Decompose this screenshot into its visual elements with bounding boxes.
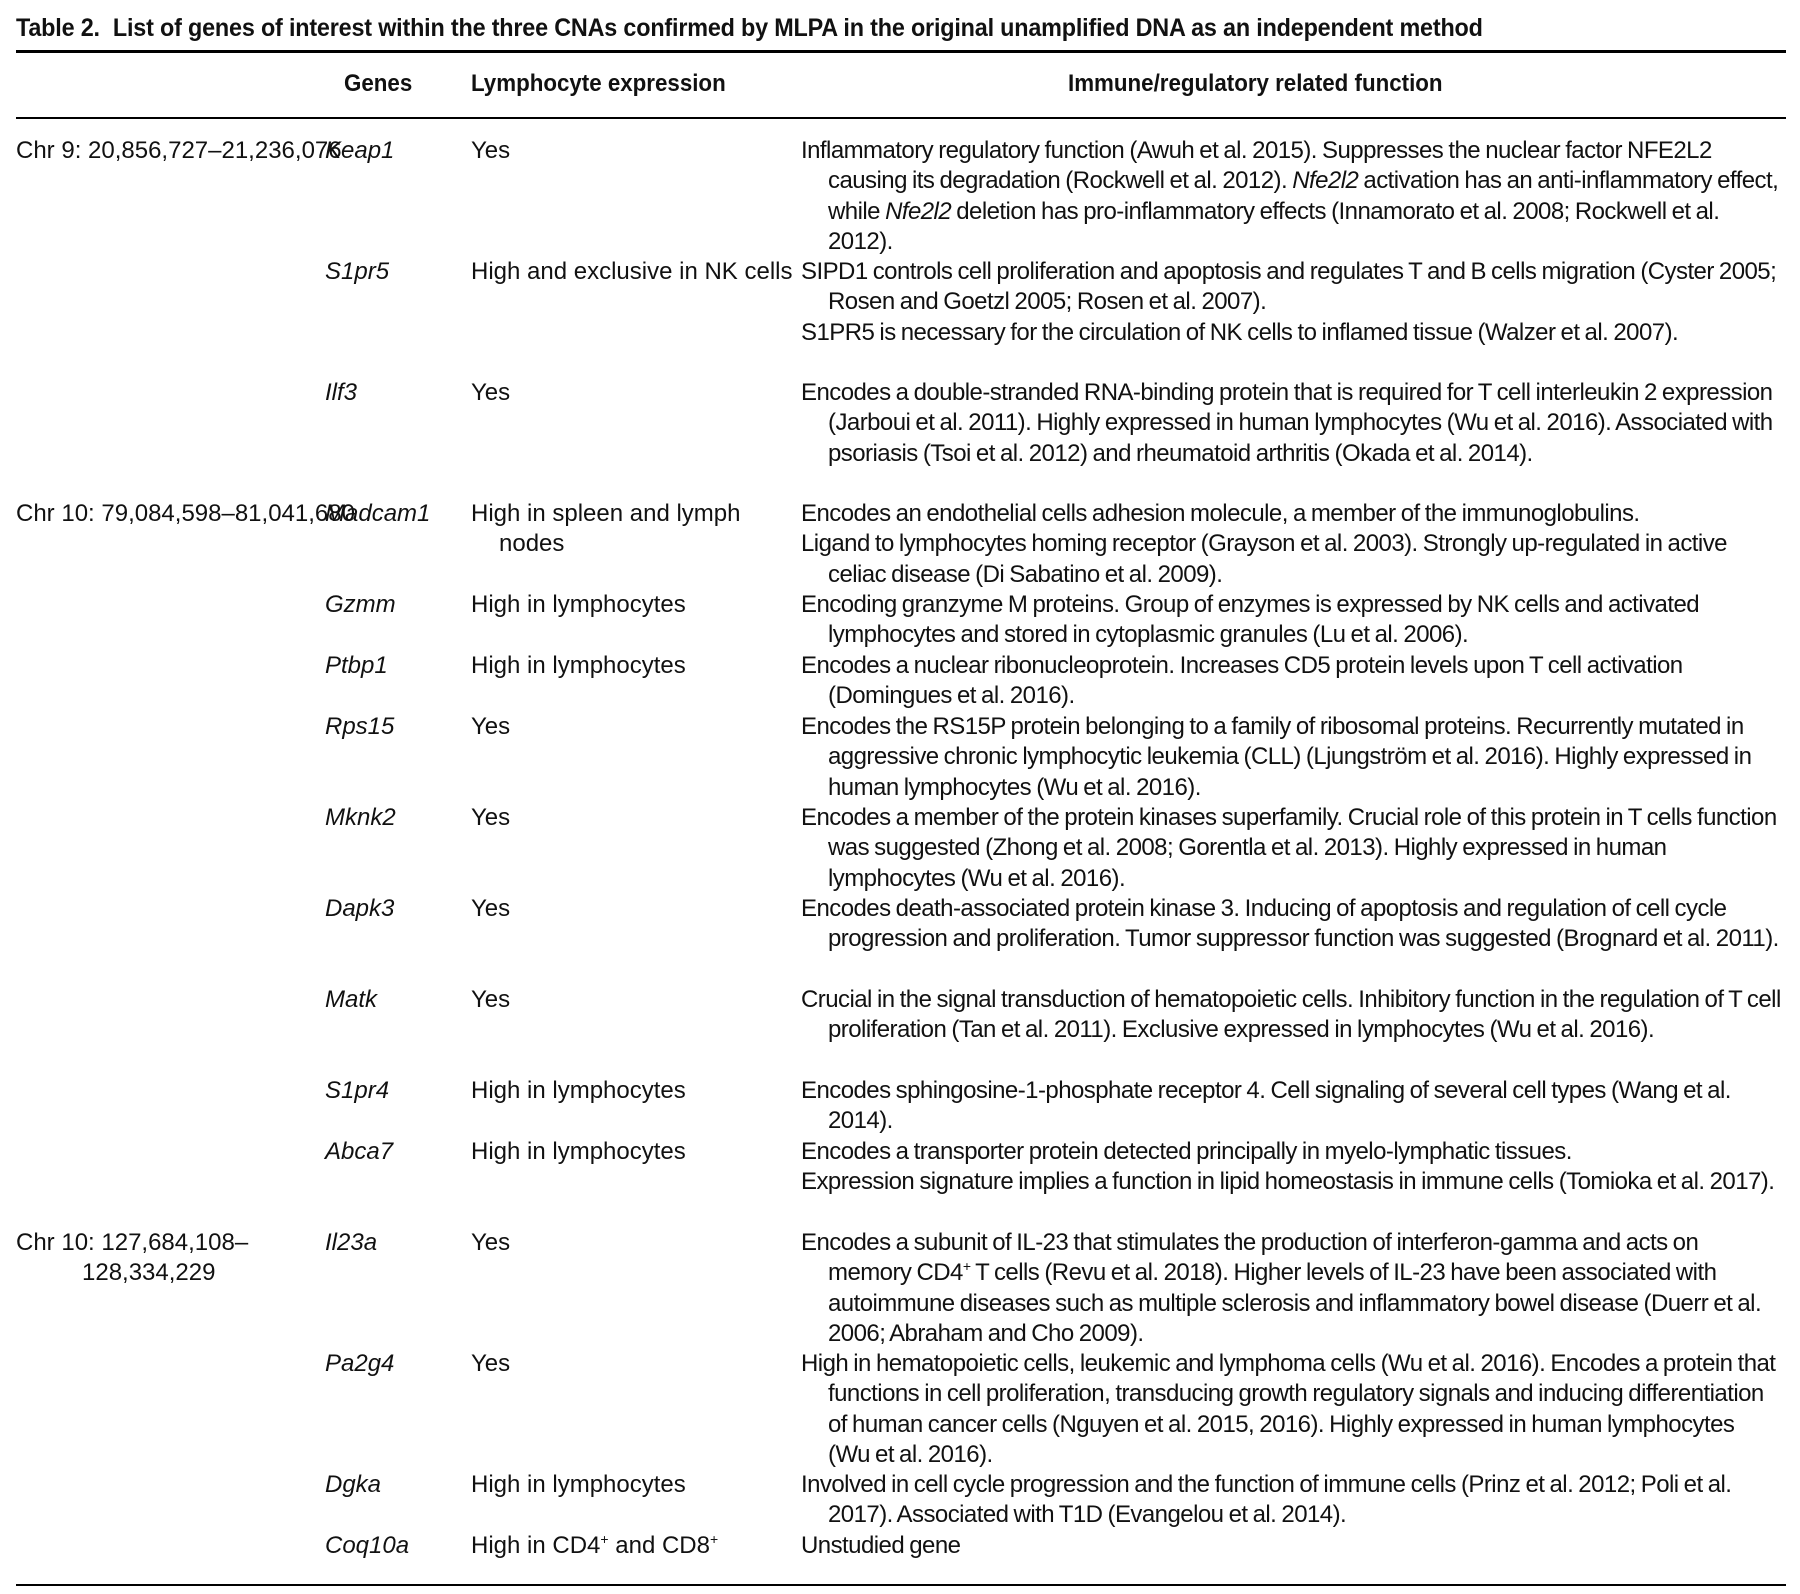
table-title: List of genes of interest within the three CNAs confirmed by MLPA in the original unamplified DNA as an independent method <box>112 14 1483 42</box>
cell-lymphocyte-expression: Yes <box>471 379 511 406</box>
cell-lymphocyte-expression: High in lymphocytes <box>471 652 686 679</box>
cell-function <box>801 651 1781 712</box>
cell-lymphocyte-expression: High in lymphocytes <box>471 1471 686 1498</box>
header-lymphocyte-expression: Lymphocyte expression <box>471 70 726 97</box>
header-function: Immune/regulatory related function <box>1068 70 1443 97</box>
cell-gene: S1pr5 <box>325 258 390 285</box>
function-paragraph: Encodes a transporter protein detected principally in myelo-lymphatic tissues. <box>801 1138 1572 1165</box>
cell-gene: Matk <box>325 986 378 1013</box>
function-paragraph: Unstudied gene <box>801 1532 961 1559</box>
cell-lymphocyte-expression: Yes <box>471 713 511 740</box>
cell-lymphocyte-expression: High in lymphocytes <box>471 591 686 618</box>
top-rule <box>16 50 1786 53</box>
cell-function <box>801 1531 1781 1561</box>
function-paragraph: Encodes an endothelial cells adhesion molecule, a member of the immunoglobulins. <box>801 500 1640 527</box>
cell-gene: Ilf3 <box>325 379 358 406</box>
cell-function <box>801 257 1781 348</box>
cell-lymphocyte-expression: High and exclusive in NK cells <box>471 258 793 285</box>
cell-gene: S1pr4 <box>325 1077 390 1104</box>
cell-region: Chr 10: 127,684,108–128,334,229 <box>16 1229 249 1287</box>
function-paragraph: Encodes a subunit of IL-23 that stimulates the production of interferon-gamma and acts on memory CD4+ T cells (Revu et al. 2018). Higher levels of IL-23 have been associated with autoimmune diseases such as multiple sclerosis and inflammatory bowel disease (Duerr et al. 2006; Abraham and Cho 2009). <box>801 1229 1762 1347</box>
cell-gene: Ptbp1 <box>325 652 388 679</box>
cell-lymphocyte-expression: High in lymphocytes <box>471 1077 686 1104</box>
function-paragraph: Encodes a double-stranded RNA-binding protein that is required for T cell interleukin 2 expression (Jarboui et al. 2011). Highly expressed in human lymphocytes (Wu et al. 2016). Associated with psoriasis (Tsoi et al. 2012) and rheumatoid arthritis (Okada et al. 2014). <box>801 379 1773 467</box>
cell-function <box>801 378 1781 469</box>
cell-function <box>801 985 1781 1046</box>
function-paragraph: Inflammatory regulatory function (Awuh et al. 2015). Suppresses the nuclear factor NFE2L2 causing its degradation (Rockwell et al. 2012). Nfe2l2 activation has an anti-inflammatory effect, while Nfe2l2 deletion has pro-inflammatory effects (Innamorato et al. 2008; Rockwell et al. 2012). <box>801 137 1779 255</box>
cell-function <box>801 1470 1781 1531</box>
function-paragraph: Expression signature implies a function in lipid homeostasis in immune cells (Tomioka et al. 2017). <box>801 1168 1775 1196</box>
cell-gene: Madcam1 <box>325 500 431 527</box>
cell-gene: Mknk2 <box>325 804 396 831</box>
cell-function <box>801 803 1781 894</box>
cell-lymphocyte-expression: Yes <box>471 1350 511 1377</box>
function-paragraph: Encodes a member of the protein kinases superfamily. Crucial role of this protein in T cells function was suggested (Zhong et al. 2008; Gorentla et al. 2013). Highly expressed in human lymphocytes (Wu et al. 2016). <box>801 804 1777 892</box>
function-paragraph: Encodes sphingosine-1-phosphate receptor 4. Cell signaling of several cell types (Wang et al. 2014). <box>801 1077 1731 1135</box>
header-genes: Genes <box>344 70 413 97</box>
function-paragraph: Encodes death-associated protein kinase 3. Inducing of apoptosis and regulation of cell cycle progression and proliferation. Tumor suppressor function was suggested (Brognard et al. 2011). <box>801 895 1779 953</box>
cell-gene: Rps15 <box>325 713 395 740</box>
cell-gene: Pa2g4 <box>325 1350 395 1377</box>
cell-gene: Keap1 <box>325 137 395 164</box>
cell-function <box>801 1228 1781 1349</box>
function-paragraph: Ligand to lymphocytes homing receptor (Grayson et al. 2003). Strongly up-regulated in active celiac disease (Di Sabatino et al. 2009). <box>801 530 1727 588</box>
cell-gene: Gzmm <box>325 591 396 618</box>
function-paragraph: High in hematopoietic cells, leukemic and lymphoma cells (Wu et al. 2016). Encodes a protein that functions in cell proliferation, transducing growth regulatory signals and inducing differentiation of human cancer cells (Nguyen et al. 2015, 2016). Highly expressed in human lymphocytes (Wu et al. 2016). <box>801 1350 1776 1468</box>
function-paragraph: SIPD1 controls cell proliferation and apoptosis and regulates T and B cells migration (Cyster 2005; Rosen and Goetzl 2005; Rosen et al. 2007). <box>801 258 1777 316</box>
cell-lymphocyte-expression: Yes <box>471 1229 511 1256</box>
cell-function <box>801 894 1781 955</box>
function-paragraph: S1PR5 is necessary for the circulation of NK cells to inflamed tissue (Walzer et al. 2007). <box>801 318 1679 346</box>
cell-region: Chr 10: 79,084,598–81,041,680 <box>16 500 355 527</box>
cell-gene: Abca7 <box>325 1138 394 1165</box>
cell-function <box>801 1349 1781 1470</box>
function-paragraph: Involved in cell cycle progression and the function of immune cells (Prinz et al. 2012; Poli et al. 2017). Associated with T1D (Evangelou et al. 2014). <box>801 1471 1732 1529</box>
function-paragraph: Encodes the RS15P protein belonging to a family of ribosomal proteins. Recurrently mutated in aggressive chronic lymphocytic leukemia (CLL) (Ljungström et al. 2016). Highly expressed in human lymphocytes (Wu et al. 2016). <box>801 713 1752 801</box>
cell-lymphocyte-expression: High in CD4+ and CD8+ <box>471 1531 719 1559</box>
cell-lymphocyte-expression: High in spleen and lymph nodes <box>471 500 741 558</box>
cell-lymphocyte-expression: Yes <box>471 137 511 164</box>
cell-function <box>801 1076 1781 1137</box>
table-label: Table 2. <box>16 14 100 42</box>
table-caption <box>16 14 1483 43</box>
cell-function <box>801 499 1781 590</box>
bottom-rule <box>16 1584 1786 1586</box>
cell-lymphocyte-expression: Yes <box>471 986 511 1013</box>
cell-function <box>801 1137 1781 1198</box>
cell-function <box>801 590 1781 651</box>
function-paragraph: Encoding granzyme M proteins. Group of enzymes is expressed by NK cells and activated lymphocytes and stored in cytoplasmic granules (Lu et al. 2006). <box>801 591 1700 649</box>
cell-function <box>801 712 1781 803</box>
cell-gene: Il23a <box>325 1229 378 1256</box>
cell-gene: Dapk3 <box>325 895 395 922</box>
cell-gene: Dgka <box>325 1471 382 1498</box>
cell-lymphocyte-expression: Yes <box>471 804 511 831</box>
cell-lymphocyte-expression: High in lymphocytes <box>471 1138 686 1165</box>
function-paragraph: Encodes a nuclear ribonucleoprotein. Increases CD5 protein levels upon T cell activation (Domingues et al. 2016). <box>801 652 1683 710</box>
cell-function <box>801 136 1781 257</box>
cell-region: Chr 9: 20,856,727–21,236,076 <box>16 137 342 164</box>
function-paragraph: Crucial in the signal transduction of hematopoietic cells. Inhibitory function in the regulation of T cell proliferation (Tan et al. 2011). Exclusive expressed in lymphocytes (Wu et al. 2016). <box>801 986 1781 1044</box>
header-rule <box>16 117 1786 119</box>
cell-lymphocyte-expression: Yes <box>471 895 511 922</box>
cell-gene: Coq10a <box>325 1532 410 1559</box>
